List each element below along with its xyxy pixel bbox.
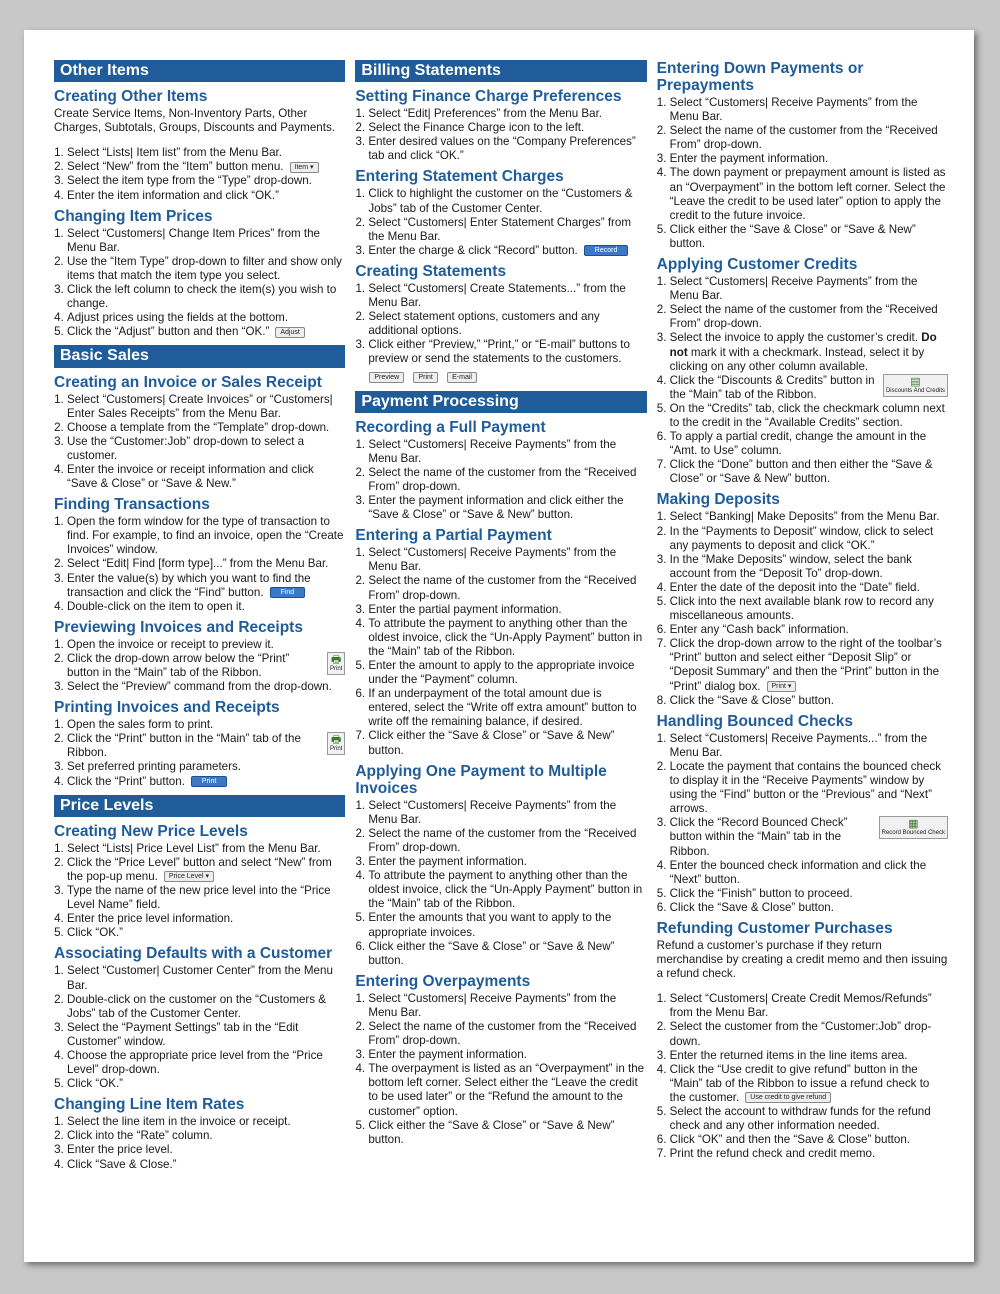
step: 1. Select “Customers| Receive Payments” from the Menu Bar. (670, 96, 948, 124)
step: 3. Click either “Preview,” “Print,” or “E-mail” buttons to preview or send the statements to the customers. (368, 338, 646, 366)
heading-associating-defaults: Associating Defaults with a Customer (54, 945, 333, 963)
steps-list (54, 146, 345, 202)
steps-list (657, 275, 948, 486)
step: 1. Select the line item in the invoice or receipt. (67, 1115, 345, 1129)
step: 4. The down payment or prepayment amount is listed as an “Overpayment” in the bottom left corner. Select the “Leave the credit to be used later” option to apply the credit to the future invoice. (670, 166, 948, 222)
step: 2. 🖶 Print Click the drop-down arrow below the “Print” button in the “Main” tab of the Ribbon. (67, 652, 345, 680)
use-credit-refund-button-image: Use credit to give refund (745, 1092, 831, 1103)
step: 3. In the “Make Deposits” window, select the bank account from the “Deposit To” drop-down. (670, 553, 948, 581)
price-level-button-image: Price Level ▾ (164, 871, 214, 882)
step: 6. To apply a partial credit, change the amount in the “Amt. to Use” column. (670, 430, 948, 458)
step: 3. ▦ Record Bounced Check Click the “Record Bounced Check” button within the “Main” tab in the Ribbon. (670, 816, 948, 858)
step: 2. Click into the “Rate” column. (67, 1129, 345, 1143)
step: 3. Enter the payment information. (368, 855, 646, 869)
print-dropdown-button-image: Print ▾ (767, 681, 797, 692)
email-button-image: E-mail (447, 372, 477, 383)
step: 2. 🖶 Print Click the “Print” button in the “Main” tab of the Ribbon. (67, 732, 345, 760)
steps-list (355, 438, 646, 523)
step: 2. Select the name of the customer from the “Received From” drop-down. (368, 466, 646, 494)
step: 5. Select the account to withdraw funds for the refund check and any other information needed. (670, 1105, 948, 1133)
printer-icon: 2. 🖶 (330, 734, 342, 747)
step: 4. To attribute the payment to anything other than the oldest invoice, click the “Un-Apply Payment” button in the “Main” tab of the Ribbon. (368, 617, 646, 659)
check-icon: 3. ▦ (908, 818, 919, 831)
step: 4. Enter the bounced check information and click the “Next” button. (670, 859, 948, 887)
record-button-image: Record (584, 245, 629, 256)
step: 3. Select the “Payment Settings” tab in the “Edit Customer” window. (67, 1021, 345, 1049)
step: 5. Click the “Finish” button to proceed. (670, 887, 948, 901)
heading-statement-charges: Entering Statement Charges (355, 168, 564, 186)
step: 7. Click the “Done” button and then either the “Save & Close” or “Save & New” button. (670, 458, 948, 486)
heading-finding-transactions: Finding Transactions (54, 496, 210, 514)
steps-list (657, 992, 948, 1161)
step: 6. Click either the “Save & Close” or “Save & New” button. (368, 940, 646, 968)
step: 1. Select “Lists| Price Level List” from the Menu Bar. (67, 842, 345, 856)
reference-sheet (24, 30, 974, 1262)
heading-partial-payment: Entering a Partial Payment (355, 527, 552, 545)
adjust-button-image: Adjust (275, 327, 304, 338)
step: 3. Use the “Customer:Job” drop-down to select a customer. (67, 435, 345, 463)
step: 2. Select the name of the customer from the “Received From” drop-down. (670, 303, 948, 331)
step: 2. Select the customer from the “Customer:Job” drop-down. (670, 1020, 948, 1048)
heading-refunding: Refunding Customer Purchases (656, 919, 893, 937)
step: 5. Click either the “Save & Close” or “Save & New” button. (670, 223, 948, 251)
step: 3. Enter the charge & click “Record” button. Record (368, 244, 646, 258)
step: 1. Open the sales form to print. (67, 718, 345, 732)
print-button-image: Print (413, 372, 437, 383)
step: 7. Click either the “Save & Close” or “Save & New” button. (368, 729, 646, 757)
step: 4. Click the “Use credit to give refund” button in the “Main” tab of the Ribbon to issue a refund check to the customer. Use credit to give refund (670, 1063, 948, 1105)
step: 4. Click the “Print” button. Print (67, 775, 345, 789)
step: 1. Select “Customers| Create Statements...” from the Menu Bar. (368, 282, 646, 310)
print-dropdown-icon: 2. 🖶 Print (327, 652, 345, 675)
step: 1. Select “Customers| Receive Payments” from the Menu Bar. (368, 799, 646, 827)
heading-creating-other-items: Creating Other Items (54, 88, 208, 106)
step: 1. Open the form window for the type of transaction to find. For example, to find an invoice, open the “Create Invoices” window. (67, 515, 345, 557)
step: 2. Select the name of the customer from the “Received From” drop-down. (670, 124, 948, 152)
step: 2. Locate the payment that contains the bounced check to display it in the “Receive Payments” window by using the “Find” button or the “Previous” and “Next” arrows. (670, 760, 948, 816)
step: 4. Enter the item information and click “OK.” (67, 189, 345, 203)
step: 4. The overpayment is listed as an “Overpayment” in the bottom left corner. Select either the “Leave the credit to be used later” or the “Refund the amount to the customer” option. (368, 1062, 646, 1118)
heading-changing-item-prices: Changing Item Prices (54, 207, 213, 225)
step: 4. Enter the date of the deposit into the “Date” field. (670, 581, 948, 595)
step: 2. Select “New” from the “Item” button menu. Item ▾ (67, 160, 345, 174)
steps-list (355, 282, 646, 367)
record-bounced-check-icon: 3. ▦ Record Bounced Check (879, 816, 948, 839)
step: 1. Select “Customers| Receive Payments...” from the Menu Bar. (670, 732, 948, 760)
step: 4. Double-click on the item to open it. (67, 600, 345, 614)
step: 2. Select statement options, customers and any additional options. (368, 310, 646, 338)
step: 1. Select “Customer| Customer Center” from the Menu Bar. (67, 964, 345, 992)
steps-list (355, 546, 646, 757)
step: 7. Print the refund check and credit memo. (670, 1147, 948, 1161)
intro-text: Refund a customer’s purchase if they return merchandise by creating a credit memo and then issuing a refund check. (656, 938, 948, 981)
step: 3. Enter the returned items in the line items area. (670, 1049, 948, 1063)
step: 3. Select the item type from the “Type” drop-down. (67, 174, 345, 188)
step: 6. Enter any “Cash back” information. (670, 623, 948, 637)
step: 2. Double-click on the customer on the “Customers & Jobs” tab of the Customer Center. (67, 993, 345, 1021)
statement-buttons (369, 371, 646, 385)
section-band-billing-statements: Billing Statements (355, 60, 646, 82)
step: 3. Click the left column to check the item(s) you wish to change. (67, 283, 345, 311)
step: 1. Select “Lists| Item list” from the Menu Bar. (67, 146, 345, 160)
heading-creating-invoice: Creating an Invoice or Sales Receipt (54, 373, 322, 391)
step: 2. Click the “Price Level” button and select “New” from the pop-up menu. Price Level ▾ (67, 856, 345, 884)
step: 4. ▤ Discounts And Credits Click the “Discounts & Credits” button in the “Main” tab of the Ribbon. (670, 374, 948, 402)
step: 6. Click the “Save & Close” button. (670, 901, 948, 915)
step: 4. Adjust prices using the fields at the bottom. (67, 311, 345, 325)
step: 5. Click “OK.” (67, 926, 345, 940)
step: 3. Enter the payment information and click either the “Save & Close” or “Save & New” button. (368, 494, 646, 522)
item-button-image: Item ▾ (290, 162, 319, 173)
heading-finance-charge: Setting Finance Charge Preferences (355, 88, 622, 106)
step: 1. Open the invoice or receipt to preview it. (67, 638, 345, 652)
heading-making-deposits: Making Deposits (656, 491, 780, 509)
step: 2. Select the Finance Charge icon to the left. (368, 121, 646, 135)
step: 3. Enter the value(s) by which you want to find the transaction and click the “Find” button. Find (67, 572, 345, 600)
intro-text: Create Service Items, Non-Inventory Parts, Other Charges, Subtotals, Groups, Discounts and Payments. (54, 107, 335, 135)
step: 2. Select the name of the customer from the “Received From” drop-down. (368, 574, 646, 602)
discounts-credits-icon: 4. ▤ Discounts And Credits (883, 374, 948, 397)
step: 2. Select the name of the customer from the “Received From” drop-down. (368, 1020, 646, 1048)
step: 5. Enter the amounts that you want to apply to the appropriate invoices. (368, 911, 646, 939)
step: 7. Click the drop-down arrow to the right of the toolbar’s “Print” button and select either “Deposit Slip” or “Deposit Summary” and then the “Print” button in the “Print” dialog box. Print ▾ (670, 637, 948, 693)
step: 6. If an underpayment of the total amount due is entered, select the “Write off extra amount” button to write off the remaining balance, if desired. (368, 687, 646, 729)
section-band-other-items: Other Items (54, 60, 345, 82)
heading-creating-price-levels: Creating New Price Levels (54, 822, 248, 840)
step: 3. Enter desired values on the “Company Preferences” tab and click “OK.” (368, 135, 646, 163)
steps-list (355, 799, 646, 968)
step: 2. In the “Payments to Deposit” window, click to select any payments to deposit and click “OK.” (670, 525, 948, 553)
heading-bounced-checks: Handling Bounced Checks (656, 712, 854, 730)
column-2 (355, 60, 646, 1242)
steps-list (355, 992, 646, 1147)
column-3 (657, 60, 948, 1242)
steps-list (54, 718, 345, 788)
section-band-basic-sales: Basic Sales (54, 345, 345, 367)
step: 1. Select “Customers| Receive Payments” from the Menu Bar. (670, 275, 948, 303)
section-band-price-levels: Price Levels (54, 795, 345, 817)
step: 2. Use the “Item Type” drop-down to filter and show only items that match the item type you select. (67, 255, 345, 283)
step: 3. Enter the partial payment information. (368, 603, 646, 617)
steps-list (54, 842, 345, 941)
step: 6. Click “OK” and then the “Save & Close” button. (670, 1133, 948, 1147)
print-button-image: Print (191, 776, 227, 787)
steps-list (54, 1115, 345, 1171)
step: 3. Select the invoice to apply the customer’s credit. Do not mark it with a checkmark. Instead, select it by clicking on any other column available. (670, 331, 948, 373)
steps-list (657, 732, 948, 915)
step: 1. Select “Customers| Change Item Prices” from the Menu Bar. (67, 227, 345, 255)
column-1 (54, 60, 345, 1242)
step: 4. To attribute the payment to anything other than the oldest invoice, click the “Un-Apply Payment” button in the “Main” tab of the Ribbon. (368, 869, 646, 911)
step: 8. Click the “Save & Close” button. (670, 694, 948, 708)
step: 4. Enter the invoice or receipt information and click “Save & Close” or “Save & New.” (67, 463, 345, 491)
section-band-payment-processing: Payment Processing (355, 391, 646, 413)
step: 4. Click “Save & Close.” (67, 1158, 345, 1172)
step: 5. Click the “Adjust” button and then “OK.” Adjust (67, 325, 345, 339)
steps-list (657, 96, 948, 251)
step: 1. Select “Edit| Preferences” from the Menu Bar. (368, 107, 646, 121)
steps-list (54, 638, 345, 694)
preview-button-image: Preview (369, 372, 404, 383)
step: 4. Enter the price level information. (67, 912, 345, 926)
steps-list (54, 964, 345, 1091)
printer-icon: 2. 🖶 (330, 653, 342, 666)
step: 5. Click “OK.” (67, 1077, 345, 1091)
heading-down-payments: Entering Down Payments or Prepayments (656, 60, 864, 94)
step: 2. Select the name of the customer from the “Received From” drop-down. (368, 827, 646, 855)
step: 1. Select “Customers| Receive Payments” from the Menu Bar. (368, 992, 646, 1020)
step: 4. Choose the appropriate price level from the “Price Level” drop-down. (67, 1049, 345, 1077)
steps-list (657, 510, 948, 707)
step: 2. Choose a template from the “Template” drop-down. (67, 421, 345, 435)
steps-list (355, 107, 646, 163)
step: 5. On the “Credits” tab, click the checkmark column next to the credit in the “Available Credits” section. (670, 402, 948, 430)
heading-overpayments: Entering Overpayments (355, 972, 531, 990)
find-button-image: Find (270, 587, 306, 598)
step: 3. Enter the payment information. (670, 152, 948, 166)
heading-previewing: Previewing Invoices and Receipts (54, 618, 303, 636)
steps-list (54, 515, 345, 614)
steps-list (54, 227, 345, 340)
print-ribbon-icon: 2. 🖶 Print (327, 732, 345, 755)
step: 3. Select the “Preview” command from the drop-down. (67, 680, 345, 694)
step: 3. Set preferred printing parameters. (67, 760, 345, 774)
step: 2. Select “Customers| Enter Statement Charges” from the Menu Bar. (368, 216, 646, 244)
document-icon: 4. ▤ (910, 375, 921, 388)
step: 3. Enter the payment information. (368, 1048, 646, 1062)
step: 1. Select “Customers| Receive Payments” from the Menu Bar. (368, 438, 646, 466)
step: 2. Select “Edit| Find [form type]...” from the Menu Bar. (67, 557, 345, 571)
heading-printing: Printing Invoices and Receipts (54, 699, 280, 717)
step: 1. Select “Banking| Make Deposits” from the Menu Bar. (670, 510, 948, 524)
heading-full-payment: Recording a Full Payment (355, 418, 546, 436)
step: 3. Type the name of the new price level into the “Price Level Name” field. (67, 884, 345, 912)
step: 3. Enter the price level. (67, 1143, 345, 1157)
steps-list (54, 393, 345, 492)
step: 5. Enter the amount to apply to the appropriate invoice under the “Payment” column. (368, 659, 646, 687)
bold-warning: Do not (669, 331, 937, 359)
heading-creating-statements: Creating Statements (355, 262, 507, 280)
steps-list (355, 187, 646, 257)
step: 5. Click either the “Save & Close” or “Save & New” button. (368, 1119, 646, 1147)
heading-customer-credits: Applying Customer Credits (656, 256, 858, 274)
step: 1. Select “Customers| Create Credit Memos/Refunds” from the Menu Bar. (670, 992, 948, 1020)
heading-multiple-invoices: Applying One Payment to Multiple Invoices (355, 762, 607, 797)
step: 5. Click into the next available blank row to record any miscellaneous amounts. (670, 595, 948, 623)
heading-line-item-rates: Changing Line Item Rates (54, 1096, 245, 1114)
step: 1. Select “Customers| Receive Payments” from the Menu Bar. (368, 546, 646, 574)
step: 1. Select “Customers| Create Invoices” or “Customers| Enter Sales Receipts” from the Menu Bar. (67, 393, 345, 421)
step: 1. Click to highlight the customer on the “Customers & Jobs” tab of the Customer Center. (368, 187, 646, 215)
columns (54, 60, 948, 1242)
